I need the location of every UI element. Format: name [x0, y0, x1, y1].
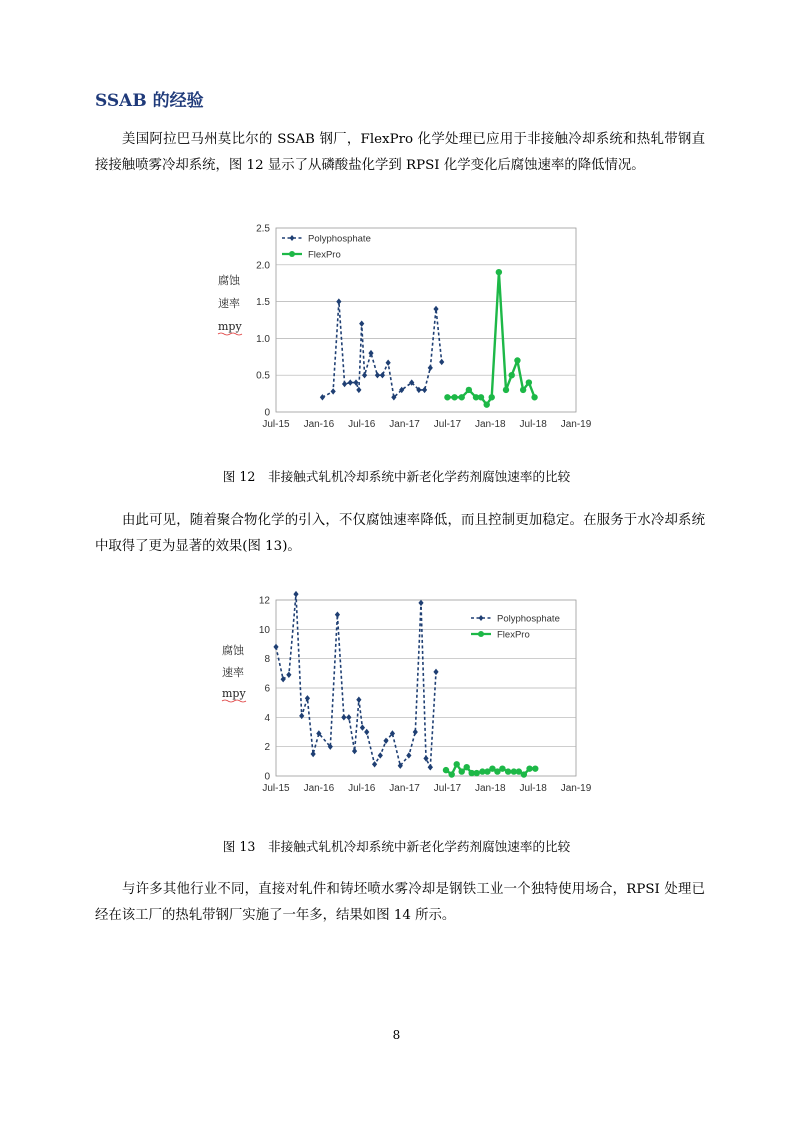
data-point: [466, 387, 472, 393]
data-point: [521, 771, 527, 777]
section-heading: SSAB 的经验: [95, 91, 204, 111]
y-tick-label: 12: [258, 595, 270, 607]
data-point: [489, 394, 495, 400]
x-tick-label: Jan-18: [474, 783, 506, 794]
data-point: [514, 357, 520, 363]
data-point: [509, 372, 515, 378]
data-point: [526, 765, 532, 771]
data-point: [451, 394, 457, 400]
x-tick-label: Jul-15: [262, 419, 290, 430]
legend-label: FlexPro: [497, 629, 530, 641]
y-tick-label: 2: [264, 742, 270, 754]
legend-label: FlexPro: [308, 249, 341, 261]
data-point: [474, 770, 480, 776]
legend-label: Polyphosphate: [497, 613, 560, 625]
paragraph-3: 与许多其他行业不同，直接对轧件和铸坯喷水雾冷却是钢铁工业一个独特使用场合，RPSI 处理已经在该工厂的热轧带钢厂实施了一年多，结果如图 14 所示。: [95, 882, 705, 923]
data-point: [293, 591, 298, 597]
figure-13-caption: 图 13 非接触式轧机冷却系统中新老化学药剂腐蚀速率的比较: [222, 839, 571, 854]
y-tick-label: 8: [264, 654, 270, 666]
y-tick-label: 4: [264, 712, 270, 724]
data-point: [484, 401, 490, 407]
x-tick-label: Jan-17: [389, 783, 420, 794]
x-tick-label: Jul-18: [519, 419, 547, 430]
data-point: [454, 761, 460, 767]
figure-12-caption: 图 12 非接触式轧机冷却系统中新老化学药剂腐蚀速率的比较: [222, 469, 571, 484]
data-point: [503, 387, 509, 393]
x-tick-label: Jul-17: [433, 783, 462, 794]
data-point: [459, 394, 465, 400]
spellcheck-underline: [222, 700, 246, 702]
y-tick-label: 0.5: [256, 370, 270, 382]
paragraph-1: 美国阿拉巴马州莫比尔的 SSAB 钢厂，FlexPro 化学处理已应用于非接触冷却系统和热轧带钢直接接触喷雾冷却系统，图 12 显示了从磷酸盐化学到 RPSI 化学变化后腐蚀速率的降低情况。: [95, 132, 705, 173]
paragraph-2: 由此可见，随着聚合物化学的引入，不仅腐蚀速率降低，而且控制更加稳定。在服务于水冷却系统中取得了更为显著的效果(图 13)。: [95, 513, 705, 554]
y-tick-label: 0: [264, 771, 270, 783]
figure-13-chart: [200, 596, 600, 806]
y-axis-label: 腐蚀: [222, 644, 244, 657]
y-axis-label: mpy: [218, 320, 242, 333]
figure-13-svg: [200, 596, 600, 806]
data-point: [478, 394, 484, 400]
data-point: [459, 768, 465, 774]
data-point: [532, 765, 538, 771]
data-point: [496, 269, 502, 275]
y-tick-label: 1.5: [256, 297, 270, 309]
y-tick-label: 0: [264, 407, 270, 419]
x-tick-label: Jul-17: [433, 419, 462, 430]
x-tick-label: Jul-16: [348, 419, 376, 430]
y-tick-label: 2.5: [256, 223, 270, 235]
x-tick-label: Jul-18: [519, 783, 547, 794]
page-number: 8: [392, 1028, 401, 1042]
y-tick-label: 6: [264, 683, 270, 695]
legend-label: Polyphosphate: [308, 233, 371, 245]
x-tick-label: Jan-18: [474, 419, 506, 430]
y-tick-label: 1.0: [256, 333, 270, 345]
x-tick-label: Jan-16: [303, 783, 335, 794]
x-tick-label: Jul-16: [348, 783, 376, 794]
x-tick-label: Jan-16: [303, 419, 335, 430]
data-point: [531, 394, 537, 400]
figure-12-svg: [200, 218, 600, 438]
legend-swatch-marker: [289, 251, 295, 257]
y-axis-label: 腐蚀: [218, 274, 240, 287]
data-point: [444, 394, 450, 400]
data-point: [505, 768, 511, 774]
x-tick-label: Jul-15: [262, 783, 290, 794]
y-tick-label: 10: [258, 624, 270, 636]
x-tick-label: Jan-17: [389, 419, 420, 430]
y-axis-label: 速率: [222, 666, 244, 679]
y-axis-label: 速率: [218, 297, 240, 310]
y-tick-label: 2.0: [256, 260, 270, 272]
data-point: [464, 764, 470, 770]
x-tick-label: Jan-19: [560, 419, 592, 430]
data-point: [449, 771, 455, 777]
y-axis-label: mpy: [222, 687, 246, 700]
data-point: [520, 387, 526, 393]
legend-swatch-marker: [478, 631, 484, 637]
data-point: [526, 379, 532, 385]
spellcheck-underline: [218, 333, 242, 335]
data-point: [443, 767, 449, 773]
data-point: [499, 765, 505, 771]
x-tick-label: Jan-19: [560, 783, 592, 794]
figure-12-chart: [200, 218, 600, 438]
